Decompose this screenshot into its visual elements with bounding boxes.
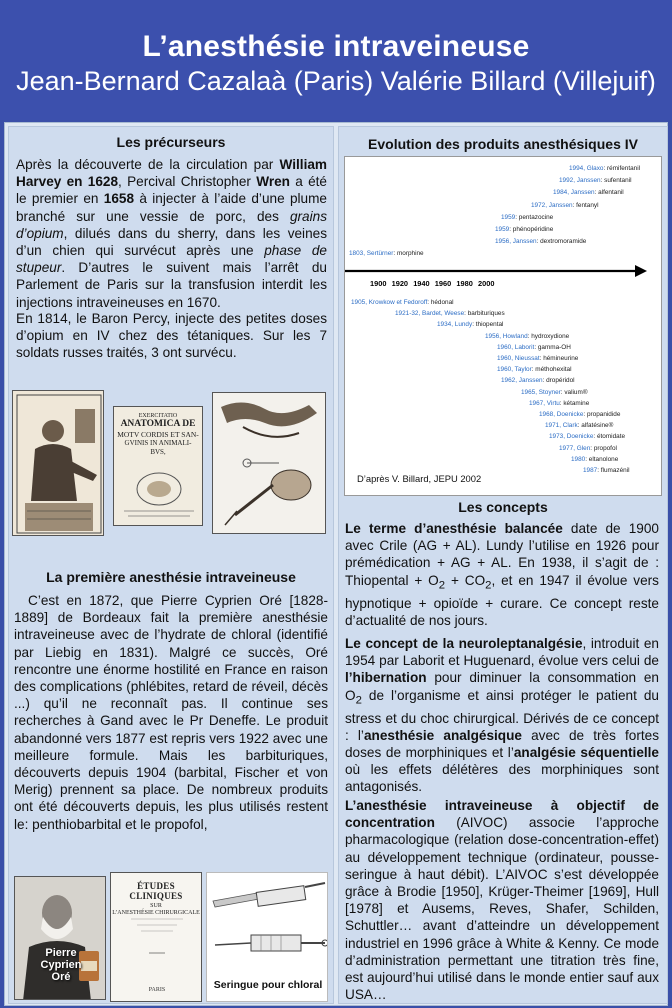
timeline-entry-date: 1921-32, Bardet, Weese bbox=[395, 310, 465, 318]
poster-title: L’anesthésie intraveineuse bbox=[142, 30, 530, 63]
etudes-line-1: ÉTUDES CLINIQUES bbox=[129, 881, 183, 901]
precursors-paragraph-2: En 1814, le Baron Percy, injecte des petites doses d’opium en IV chez des tétaniques. Sur les 7 soldats russes traités, 3 ont survécu. bbox=[16, 311, 327, 361]
timeline-entry-date: 1967, Virtu bbox=[529, 399, 560, 407]
timeline-entry bbox=[501, 214, 553, 222]
timeline-source: D’après V. Billard, JEPU 2002 bbox=[357, 473, 482, 484]
feather-syringe-illustration bbox=[212, 392, 326, 534]
timeline-entry-drug: : phénopéridine bbox=[509, 226, 554, 233]
timeline-entry-date: 1994, Glaxo bbox=[569, 165, 604, 172]
timeline-entry-drug: : alfatésine® bbox=[577, 422, 614, 430]
timeline-entry-drug: : étomidate bbox=[593, 433, 626, 441]
timeline-entry-date: 1956, Janssen bbox=[495, 238, 537, 246]
timeline-entry bbox=[549, 433, 625, 441]
timeline-entry-drug: : hémineurine bbox=[539, 355, 579, 362]
timeline-entry-drug: : barbituriques bbox=[464, 310, 505, 318]
timeline-entry bbox=[497, 355, 578, 363]
timeline-heading: Evolution des produits anesthésiques IV bbox=[368, 136, 638, 152]
timeline-entry-date: 1960, Nieussat bbox=[497, 355, 540, 362]
book-line-2: ANATOMICA DE bbox=[120, 419, 196, 429]
timeline-entry-drug: : morphine bbox=[393, 250, 424, 258]
timeline-entry-date: 1972, Janssen bbox=[531, 201, 573, 209]
timeline-entry-drug: : flumazénil bbox=[597, 467, 630, 474]
timeline-entry-date: 1905, Krowkow et Fedoroff bbox=[351, 299, 428, 306]
timeline-entry-drug: : fentanyl bbox=[572, 201, 599, 209]
timeline-tick-label: 1940 bbox=[413, 279, 430, 288]
syringe-caption: Seringue pour chloral bbox=[213, 979, 323, 991]
timeline-entry bbox=[351, 299, 454, 307]
timeline-entry-drug: : dropéridol bbox=[542, 377, 575, 385]
timeline-entry bbox=[531, 202, 599, 210]
timeline-chart bbox=[344, 156, 662, 496]
timeline-entry-date: 1968, Doenicke bbox=[539, 411, 584, 418]
concept-balanced-anesthesia: Le terme d’anesthésie balancée date de 1900 avec Crile (AG + AL). Lundy l’utilise en 1926 pour prémédication + AG + AL. En 1938, il s’agit de : Thiopental + $O_2 + CO_2$, et en 1947 il évolue vers hypnotique + opioïde + curare. Ce concept reste d’actualité de nos jours. bbox=[345, 521, 659, 628]
concepts-heading: Les concepts bbox=[458, 499, 548, 515]
timeline-entry-date: 1934, Lundy bbox=[437, 321, 473, 329]
timeline-entry bbox=[495, 238, 586, 246]
timeline-tick-label: 2000 bbox=[478, 279, 495, 288]
timeline-entry bbox=[501, 377, 575, 385]
first-iv-paragraph: C’est en 1872, que Pierre Cyprien Oré [1828-1889] de Bordeaux fait la première anesthésie intraveineuse avec de l’hydrate de chloral (identifié par Liebig en 1831). Malgré ce succès, Oré rencontre une énorme hostilité en France en raison des complications (phlébites, retard de réveil, décès ...) qu’il ne reconnaît pas. Il continue ses recherches à Gand avec le Pr Deneffe. Le produit abandonné vers 1877 est repris vers 1922 avec une meilleure formule. Mais les barbituriques, découverts depuis 1904 (barbital, Fischer et von Merig) prennent sa place. De nombreux produits ont été découverts depuis, les plus utilisés restent le: penthiobarbital et le propofol, bbox=[14, 593, 328, 832]
timeline-entry-date: 1960, Taylor bbox=[497, 366, 532, 374]
timeline-entry bbox=[529, 400, 589, 408]
timeline-entry-date: 1962, Janssen bbox=[501, 377, 543, 385]
timeline-entry-drug: : propanidide bbox=[583, 411, 621, 418]
timeline-entry bbox=[395, 310, 505, 318]
timeline-entry bbox=[495, 226, 553, 234]
timeline-entry-date: 1803, Sertürner bbox=[349, 250, 394, 258]
timeline-entry-drug: : gamma-OH bbox=[534, 343, 571, 351]
timeline-entry bbox=[571, 456, 618, 464]
timeline-entry-drug: : hédonal bbox=[427, 299, 454, 306]
timeline-entry-drug: : alfentanil bbox=[594, 189, 624, 197]
first-iv-heading: La première anesthésie intraveineuse bbox=[46, 569, 296, 585]
timeline-entry bbox=[569, 165, 640, 173]
book-line-3: MOTV CORDIS ET SAN- bbox=[117, 430, 199, 439]
timeline-entry-date: 1960, Laborit bbox=[497, 343, 535, 351]
timeline-entry-date: 1987 bbox=[583, 467, 598, 474]
timeline-entry bbox=[497, 366, 572, 374]
ore-photo-caption: Pierre Cyprien Oré bbox=[40, 947, 82, 983]
timeline-entry bbox=[545, 422, 613, 430]
etudes-cliniques-book bbox=[110, 872, 202, 1002]
timeline-entry bbox=[583, 467, 630, 475]
book-line-4: GVINIS IN ANIMALI- bbox=[124, 439, 192, 447]
book-line-1: EXERCITATIO bbox=[138, 413, 178, 419]
chloral-syringe-image bbox=[206, 872, 328, 1002]
poster-authors: Jean-Bernard Cazalaà (Paris) Valérie Billard (Villejuif) bbox=[16, 66, 656, 96]
timeline-entry bbox=[497, 344, 571, 352]
timeline-entry-drug: : thiopental bbox=[472, 321, 504, 329]
timeline-tick-label: 1900 bbox=[370, 279, 387, 288]
timeline-entry-drug: : propofol bbox=[590, 444, 617, 452]
timeline-entry bbox=[437, 321, 503, 329]
timeline-entry bbox=[349, 250, 424, 258]
concept-aivoc: L’anesthésie intraveineuse à objectif de concentration (AIVOC) associe l’approche pharmacologique (relation dose-concentration-effet) au développement technique (ordinateur, pousse-seringue à haut débit). L’AIVOC s’est développée grâce à Brodie [1950], Krüger-Theimer [1969], Hull [1978] et Ausems, Reves, Shafer, Schilden, Schuttler… avant d’atteindre un développement industriel en 1996 grâce à White & Kenny. Ce mode d’administration permettant une titration très fine, est aujourd’hui utilisé dans le monde entier sauf aux USA… bbox=[345, 798, 659, 1003]
timeline-entry-drug: : hydroxydione bbox=[527, 332, 570, 340]
timeline-entry-drug: : pentazocine bbox=[515, 213, 554, 221]
poster-header bbox=[0, 0, 672, 120]
timeline-entry-drug: : sufentanil bbox=[600, 177, 632, 185]
timeline-entry-date: 1980 bbox=[571, 455, 586, 463]
timeline-entry-drug: : kétamine bbox=[559, 399, 590, 407]
timeline-entry-drug: : valium® bbox=[560, 388, 588, 396]
timeline-entry-date: 1956, Howland bbox=[485, 332, 528, 340]
timeline-entry-date: 1965, Stoyner bbox=[521, 388, 561, 396]
timeline-entry-date: 1971, Clark bbox=[545, 422, 578, 430]
timeline-entry-date: 1959 bbox=[501, 213, 516, 221]
timeline-entry bbox=[559, 445, 617, 453]
book-line-5: BVS, bbox=[150, 448, 166, 456]
etudes-line-3: L’ANESTHÉSIE CHIRURGICALE bbox=[112, 910, 200, 916]
timeline-tick-label: 1980 bbox=[456, 279, 473, 288]
timeline-entry-date: 1977, Glen bbox=[559, 444, 591, 452]
anatomica-book-cover bbox=[113, 406, 203, 526]
timeline-entry bbox=[553, 189, 624, 197]
timeline-entry-drug: : méthohexital bbox=[531, 366, 572, 374]
timeline-tick-label: 1960 bbox=[434, 279, 452, 288]
precursors-paragraph-1: Après la découverte de la circulation par William Harvey en 1628, Percival Christopher Wren a été le premier en 1658 à injecter à l’aide d’une plume branché sur une vessie de porc, des grains d’opium, dilués dans du sherry, dans les veines d’un chien qui survécut après une phase de stupeur. D’autres le suivent mais l’arrêt du Parlement de Paris sur la transfusion interdit les injections intraveineuses en 1670. bbox=[16, 157, 327, 310]
harvey-engraving-image bbox=[12, 390, 104, 536]
timeline-entry-date: 1984, Janssen bbox=[553, 189, 595, 197]
timeline-entry-drug: : eltanolone bbox=[585, 455, 619, 463]
timeline-entry bbox=[485, 333, 569, 341]
timeline-entry-date: 1992, Janssen bbox=[559, 177, 601, 185]
timeline-tick-label: 1920 bbox=[391, 279, 409, 288]
etudes-line-4: PARIS bbox=[148, 987, 166, 993]
timeline-entry-date: 1973, Doenicke bbox=[549, 433, 594, 441]
timeline-entry-date: 1959 bbox=[495, 226, 510, 233]
ore-portrait-photo bbox=[14, 876, 106, 1000]
timeline-entry-drug: : rémifentanil bbox=[603, 165, 641, 172]
timeline-entry bbox=[539, 411, 620, 419]
timeline-entry bbox=[521, 389, 588, 397]
timeline-entry bbox=[559, 177, 632, 185]
precursors-heading: Les précurseurs bbox=[116, 134, 226, 150]
timeline-entry-drug: : dextromoramide bbox=[536, 238, 587, 246]
concept-neuroleptanalgesia: Le concept de la neuroleptanalgésie, introduit en 1954 par Laborit et Huguenard, évolue vers celui de l’hibernation pour diminuer la consommation en $O_2$ de l’organisme et ainsi protéger le patient du stress et du choc chirurgical. Dérivés de ce concept : l’anesthésie analgésique avec de très fortes doses de morphiniques et l’analgésie séquentielle où les effets délétères des morphiniques sont antagonisés. bbox=[345, 636, 660, 795]
etudes-line-2: SUR bbox=[150, 903, 162, 909]
